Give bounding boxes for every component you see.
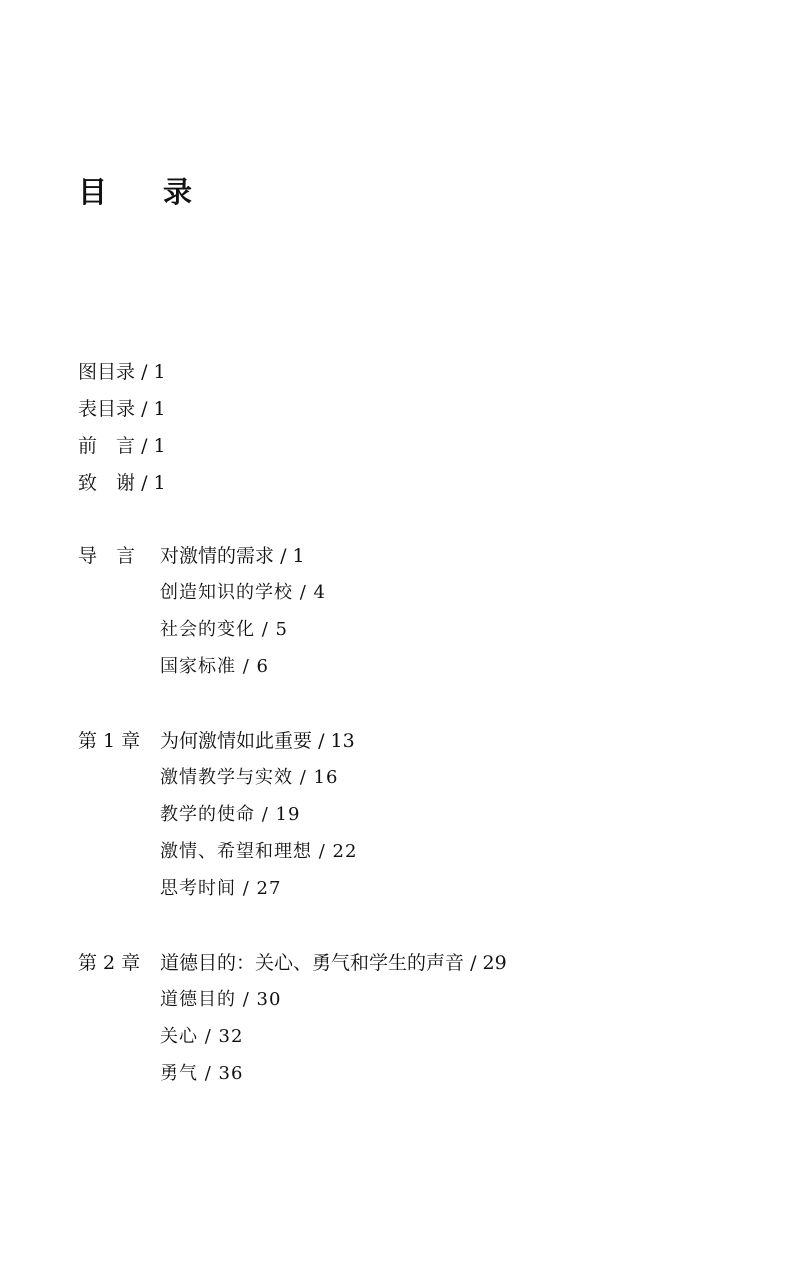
chapter-title: 为何激情如此重要 [160,730,313,752]
chapter-label: 导 言 [78,545,136,567]
chapter-label: 第 1 章 [78,730,141,752]
chapter-title: 道德目的：关心、勇气和学生的声音 [160,952,465,974]
title-char-2: 录 [163,175,193,209]
chapter-label: 第 2 章 [78,952,141,974]
chapter-title: 对激情的需求 [160,545,275,567]
page-title [78,170,192,211]
title-char-1: 目 [78,175,108,209]
